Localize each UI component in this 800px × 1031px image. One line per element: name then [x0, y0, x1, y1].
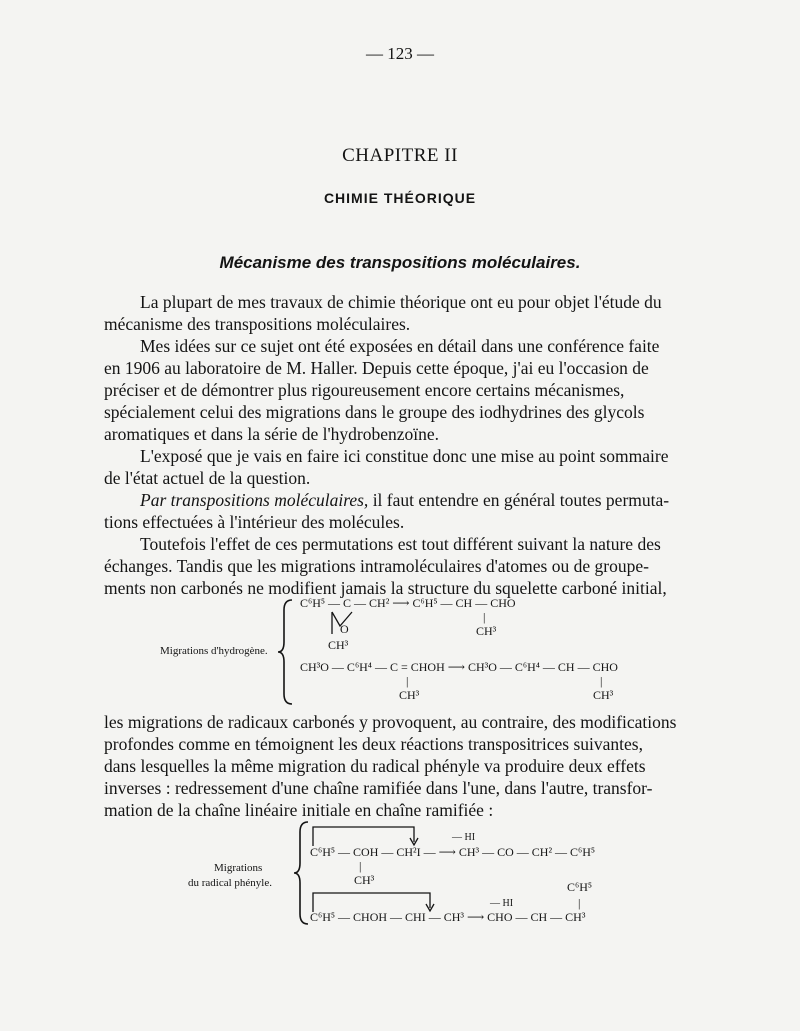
formula-group: CH³: [399, 688, 420, 702]
scheme-label: Migrations d'hydrogène.: [160, 645, 268, 657]
text-line: profondes comme en témoignent les deux réactions transpositrices suivantes,: [104, 734, 643, 754]
reaction-equation: CH³O — C⁶H⁴ — C = CHOH ⟶ CH³O — C⁶H⁴ — CH — CHO: [300, 660, 618, 674]
text-line: mécanisme des transpositions moléculaires.: [104, 314, 411, 334]
text-line: les migrations de radicaux carbonés y provoquent, au contraire, des modifications: [104, 712, 677, 732]
text-line: spécialement celui des migrations dans le groupe des iodhydrines des glycols: [104, 402, 645, 422]
formula-group: CH³: [476, 624, 497, 638]
reaction-equation: C⁶H⁵ — CHOH — CHI — CH³ ⟶ CHO — CH — CH³: [310, 910, 586, 924]
bond-vertical: |: [578, 896, 581, 910]
scheme-label: du radical phényle.: [188, 877, 272, 889]
chapter-subtitle: CHIMIE THÉORIQUE: [323, 190, 477, 206]
text-line: dans lesquelles la même migration du radical phényle va produire deux effets: [104, 756, 646, 776]
formula-group: C⁶H⁵: [567, 880, 593, 894]
text-line: [140, 490, 721, 511]
section-heading: Mécanisme des transpositions moléculaires.: [219, 253, 581, 272]
text-line: L'exposé que je vais en faire ici constitue donc une mise au point sommaire: [140, 446, 669, 466]
text-line: inverses : redressement d'une chaîne ramifiée dans l'une, dans l'autre, transfor-: [104, 778, 653, 798]
text-span: il faut entendre en général toutes permuta-: [368, 490, 670, 510]
reaction-equation: C⁶H⁵ — C — CH² ⟶ C⁶H⁵ — CH — CHO: [300, 596, 516, 610]
bond-vertical: |: [406, 674, 409, 688]
text-line: Mes idées sur ce sujet ont été exposées en détail dans une conférence faite: [140, 336, 660, 356]
formula-group: O: [340, 622, 349, 636]
text-line: échanges. Tandis que les migrations intramoléculaires d'atomes ou de groupe-: [104, 556, 649, 576]
text-line: de l'état actuel de la question.: [104, 468, 311, 488]
italic-term: Par transpositions moléculaires,: [140, 490, 369, 510]
bond-vertical: |: [359, 859, 362, 873]
brace-icon: [276, 598, 296, 706]
reaction-equation: C⁶H⁵ — COH — CH²I — ⟶ CH³ — CO — CH² — C⁶H⁵: [310, 845, 596, 859]
bond-vertical: |: [483, 610, 486, 624]
bond-vertical: |: [600, 674, 603, 688]
formula-group: CH³: [593, 688, 614, 702]
chapter-title: CHAPITRE II: [342, 145, 458, 166]
text-line: Toutefois l'effet de ces permutations est tout différent suivant la nature des: [140, 534, 661, 554]
reagent-label: — HI: [452, 832, 476, 843]
brace-icon: [292, 820, 312, 926]
scheme-label: Migrations: [214, 862, 263, 874]
text-line: en 1906 au laboratoire de M. Haller. Depuis cette époque, j'ai eu l'occasion de: [104, 358, 649, 378]
text-line: mation de la chaîne linéaire initiale en chaîne ramifiée :: [104, 800, 494, 820]
page-number: — 123 —: [366, 44, 434, 63]
text-line: aromatiques et dans la série de l'hydrobenzoïne.: [104, 424, 440, 444]
text-line: ments non carbonés ne modifient jamais la structure du squelette carboné initial,: [104, 578, 667, 598]
text-line: tions effectuées à l'intérieur des molécules.: [104, 512, 405, 532]
text-line: préciser et de démontrer plus rigoureusement encore certains mécanismes,: [104, 380, 625, 400]
text-line: La plupart de mes travaux de chimie théorique ont eu pour objet l'étude du: [140, 292, 662, 312]
reagent-label: — HI: [490, 898, 514, 909]
formula-group: CH³: [328, 638, 349, 652]
formula-group: CH³: [354, 873, 375, 887]
